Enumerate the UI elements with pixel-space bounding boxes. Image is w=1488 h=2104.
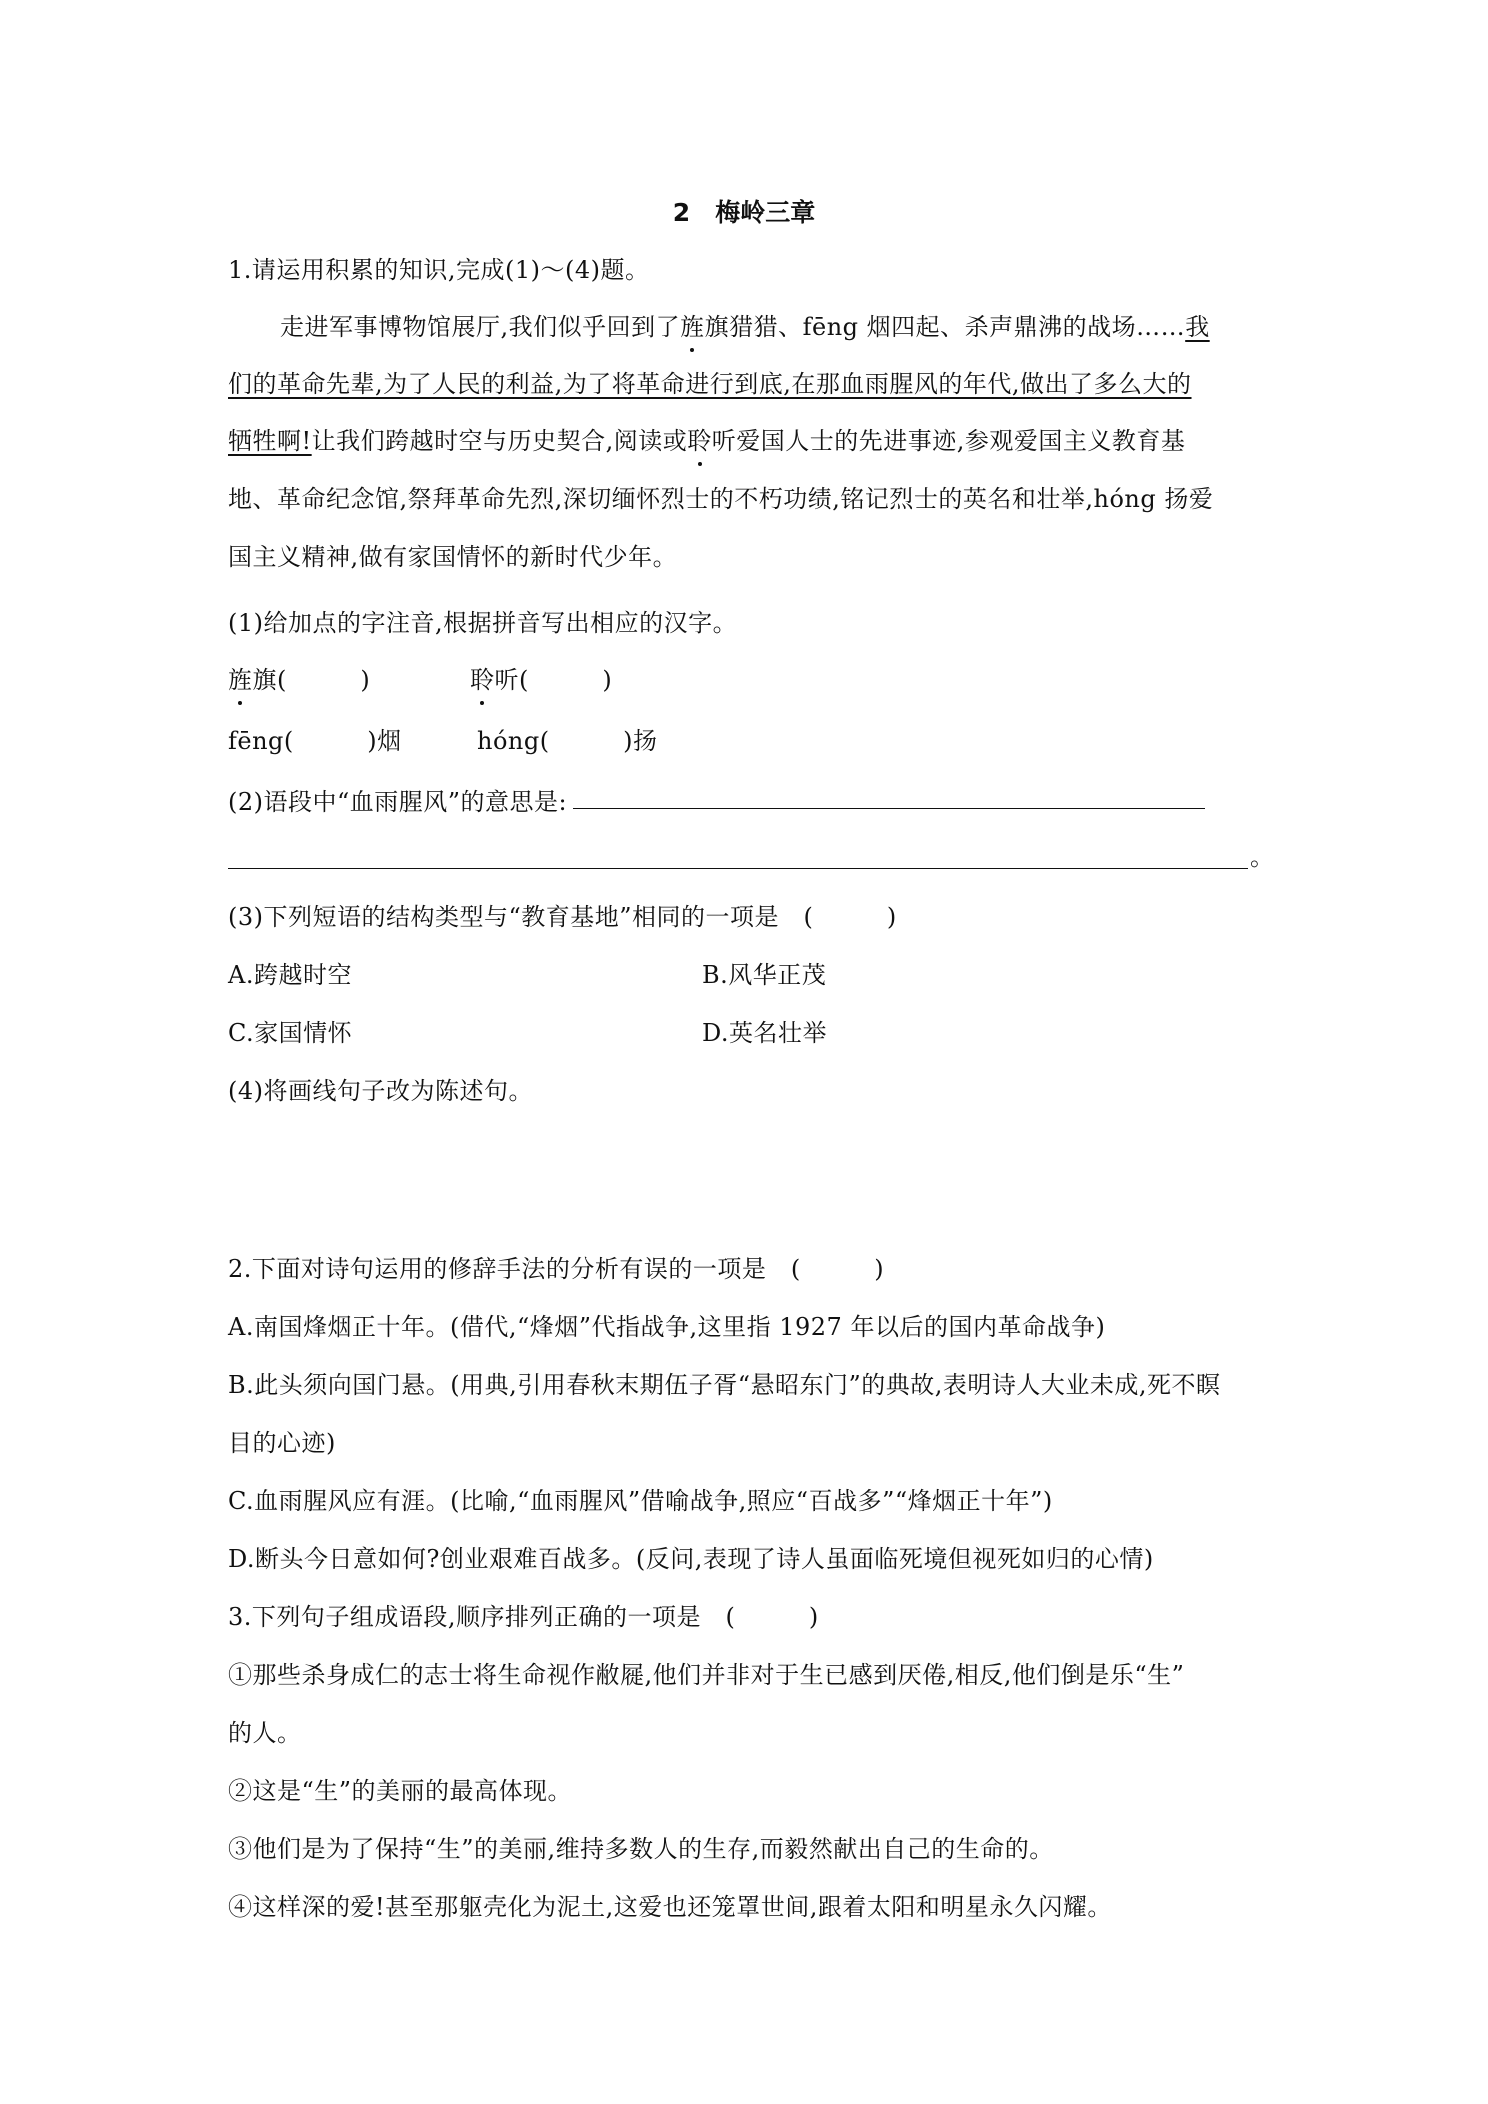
q3-sentence-3: ③他们是为了保持“生”的美丽,维持多数人的生存,而毅然献出自己的生命的。 <box>228 1835 1054 1863</box>
q1-sub4-prompt: (4)将画线句子改为陈述句。 <box>228 1077 533 1105</box>
page-title: 2 梅岭三章 <box>672 198 816 227</box>
option-a[interactable]: A.跨越时空 <box>228 961 352 989</box>
q3-sentence-2: ②这是“生”的美丽的最高体现。 <box>228 1777 573 1805</box>
pinyin-item-a <box>228 663 370 697</box>
dotted-char: 旌 <box>680 310 705 344</box>
q2-stem: 2.下面对诗句运用的修辞手法的分析有误的一项是 ( ) <box>228 1255 885 1283</box>
option-d[interactable]: D.英名壮举 <box>702 1019 828 1047</box>
answer-line[interactable] <box>228 868 1248 869</box>
underlined-sentence: 牺牲啊! <box>228 427 312 455</box>
answer-line[interactable] <box>573 808 1205 809</box>
q3-stem: 3.下列句子组成语段,顺序排列正确的一项是 ( ) <box>228 1603 819 1631</box>
q2-option-b[interactable]: B.此头须向国门悬。(用典,引用春秋末期伍子胥“悬昭东门”的典故,表明诗人大业未成,死不瞑 <box>228 1371 1221 1399</box>
q1-sub3-prompt: (3)下列短语的结构类型与“教育基地”相同的一项是 ( ) <box>228 903 897 931</box>
pinyin-item-d[interactable]: hóng( )扬 <box>477 727 658 755</box>
dotted-char: 旌 <box>228 663 253 697</box>
passage-line-2: 们的革命先辈,为了人民的利益,为了将革命进行到底,在那血雨腥风的年代,做出了多么大的 <box>228 370 1192 398</box>
passage-line-5: 国主义精神,做有家国情怀的新时代少年。 <box>228 543 678 571</box>
answer-blank[interactable]: 听( ) <box>494 666 613 694</box>
passage-line-4: 地、革命纪念馆,祭拜革命先烈,深切缅怀烈士的不朽功绩,铭记烈士的英名和壮举,hóng 扬爱 <box>228 485 1214 513</box>
q1-sub1-prompt: (1)给加点的字注音,根据拼音写出相应的汉字。 <box>228 609 738 637</box>
q3-sentence-1: ①那些杀身成仁的志士将生命视作敝屣,他们并非对于生已感到厌倦,相反,他们倒是乐“生” <box>228 1661 1185 1689</box>
underlined-sentence: 我 <box>1185 313 1210 341</box>
passage-line-1 <box>280 310 1210 344</box>
answer-blank[interactable]: 旗( ) <box>252 666 371 694</box>
q2-option-b-cont: 目的心迹) <box>228 1429 336 1457</box>
passage-text: 走进军事博物馆展厅,我们似乎回到了 <box>280 313 681 341</box>
passage-text: 旗猎猎、fēng 烟四起、杀声鼎沸的战场…… <box>704 313 1186 341</box>
q2-option-a[interactable]: A.南国烽烟正十年。(借代,“烽烟”代指战争,这里指 1927 年以后的国内革命战争) <box>228 1313 1106 1341</box>
passage-text: 让我们跨越时空与历史契合,阅读或 <box>311 427 688 455</box>
dotted-char: 聆 <box>687 424 712 458</box>
q2-option-c[interactable]: C.血雨腥风应有涯。(比喻,“血雨腥风”借喻战争,照应“百战多”“烽烟正十年”) <box>228 1487 1053 1515</box>
q1-stem: 1.请运用积累的知识,完成(1)～(4)题。 <box>228 256 650 284</box>
pinyin-item-c[interactable]: fēng( )烟 <box>228 727 402 755</box>
passage-line-3 <box>228 424 1185 458</box>
q1-sub2-prompt: (2)语段中“血雨腥风”的意思是: <box>228 788 568 816</box>
dotted-char: 聆 <box>470 663 495 697</box>
period-mark: 。 <box>1250 843 1275 871</box>
passage-text: 听爱国人士的先进事迹,参观爱国主义教育基 <box>711 427 1186 455</box>
option-b[interactable]: B.风华正茂 <box>702 961 827 989</box>
pinyin-item-b <box>470 663 612 697</box>
option-c[interactable]: C.家国情怀 <box>228 1019 353 1047</box>
q2-option-d[interactable]: D.断头今日意如何?创业艰难百战多。(反问,表现了诗人虽面临死境但视死如归的心情) <box>228 1545 1154 1573</box>
q3-sentence-1-cont: 的人。 <box>228 1719 302 1747</box>
q3-sentence-4: ④这样深的爱!甚至那躯壳化为泥土,这爱也还笼罩世间,跟着太阳和明星永久闪耀。 <box>228 1893 1112 1921</box>
